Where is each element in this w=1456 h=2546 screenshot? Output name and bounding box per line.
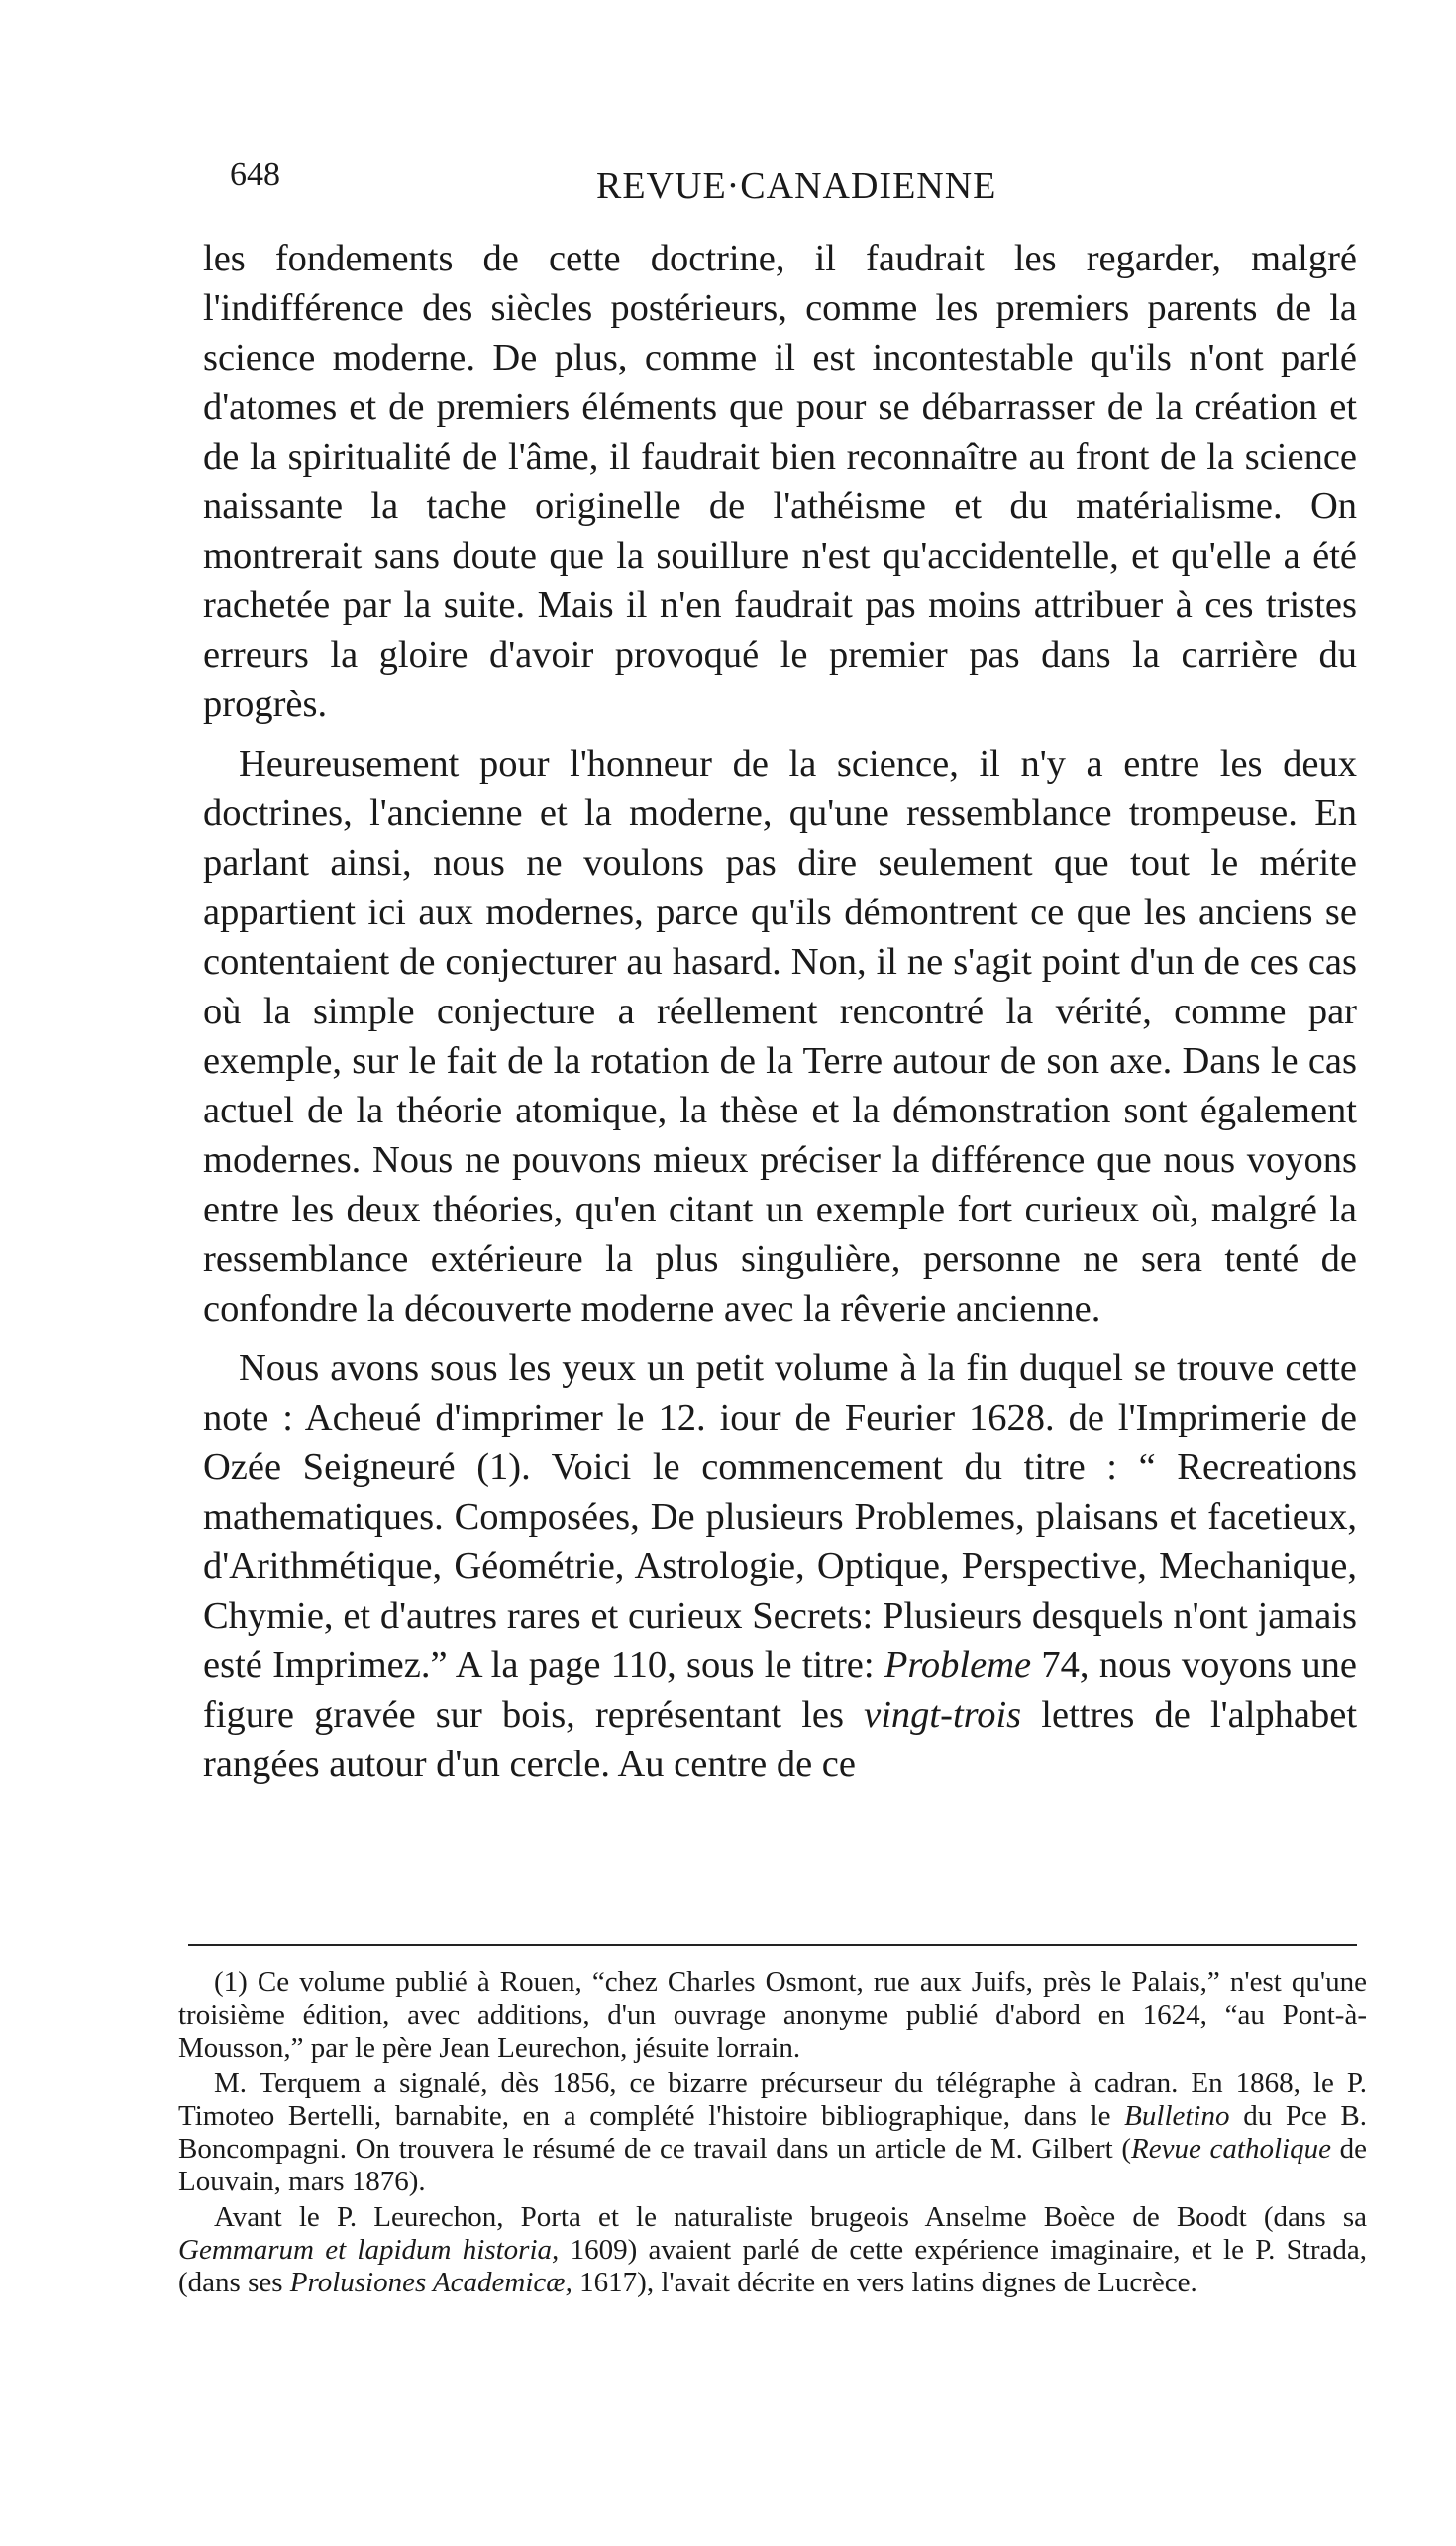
paragraph-3-part-a: Nous avons sous les yeux un petit volume à la fin duquel se trouve cette note : Acheué d'imprimer le 12. iour de Feurier 1628. de l'Imprimerie de Ozée Seigneuré (1). Voici le commencement du titre : “ Recreations mathematiques. Composées, De plusieurs Problemes, plaisans et facetieux, d'Arithmétique, Géométrie, Astrologie, Optique, Perspective, Mechanique, Chymie, et d'autres rares et curieux Secrets: Plusieurs desquels n'ont jamais esté Imprimez.” A la page 110, sous le titre: [203, 1347, 1357, 1686]
paragraph-2: Heureusement pour l'honneur de la science, il n'y a entre les deux doctrines, l'ancienne et la moderne, qu'une ressemblance trompeuse. En parlant ainsi, nous ne voulons pas dire seulement que tout le mérite appartient ici aux modernes, parce qu'ils démontrent ce que les anciens se contentaient de conjecturer au hasard. Non, il ne s'agit point d'un de ces cas où la simple conjecture a réellement rencontré la vérité, comme par exemple, sur le fait de la rotation de la Terre autour de son axe. Dans le cas actuel de la théorie atomique, la thèse et la démonstration sont également modernes. Nous ne pouvons mieux préciser la différence que nous voyons entre les deux théories, qu'en citant un exemple fort curieux où, malgré la ressemblance extérieure la plus singulière, personne ne sera tenté de confondre la découverte moderne avec la rêverie ancienne. [203, 743, 1357, 1329]
paragraph-3-part-c: lettres de l'alphabet rangées autour d'un cercle. Au centre de ce [203, 1694, 1358, 1785]
paragraph-3-part-b: 74, nous voyons une figure gravée sur bois, représentant les [203, 1644, 1358, 1736]
footnote-2-part-a: M. Terquem a signalé, dès 1856, ce bizarre précurseur du télégraphe à cadran. En 1868, le P. Timoteo Bertelli, barnabite, en a complété l'histoire bibliographique, dans le [178, 2068, 1367, 2132]
footnote-2 [178, 2068, 1367, 2198]
paragraph-3 [203, 1343, 1357, 1789]
footnote-2-part-b: du Pce B. Boncompagni. On trouvera le résumé de ce travail dans un article de M. Gilbert ( [178, 2100, 1368, 2165]
italic-bulletino: Bulletino [1124, 2100, 1230, 2132]
paragraph-1: les fondements de cette doctrine, il faudrait les regarder, malgré l'indifférence des siècles postérieurs, comme les premiers parents de la science moderne. De plus, comme il est incontestable qu'ils n'ont parlé d'atomes et de premiers éléments que pour se débarrasser de la création et de la spiritualité de l'âme, il faudrait bien reconnaître au front de la science naissante la tache originelle de l'athéisme et du matérialisme. On montrerait sans doute que la souillure n'est qu'accidentelle, et qu'elle a été rachetée par la suite. Mais il n'en faudrait pas moins attribuer à ces tristes erreurs la gloire d'avoir provoqué le premier pas dans la carrière du progrès. [203, 238, 1357, 725]
running-head: REVUE·CANADIENNE [596, 165, 997, 207]
footnote-3-part-c: 1617), l'avait décrite en vers latins dignes de Lucrèce. [579, 2267, 1197, 2298]
italic-revue-catholique: Revue catholique [1131, 2133, 1331, 2165]
footnote-3 [178, 2201, 1367, 2299]
footnote-1: (1) Ce volume publié à Rouen, “chez Charles Osmont, rue aux Juifs, près le Palais,” n'est qu'une troisième édition, avec additions, d'un ouvrage anonyme publié d'abord en 1624, “au Pont-à-Mousson,” par le père Jean Leurechon, jésuite lorrain. [178, 1966, 1367, 2064]
italic-gemmarum: Gemmarum et lapidum historia, [178, 2234, 560, 2266]
footnote-3-part-a: Avant le P. Leurechon, Porta et le naturaliste brugeois Anselme Boèce de Boodt (dans sa [214, 2201, 1367, 2233]
footnote-rule [188, 1944, 1357, 1946]
footnote-3-part-b: 1609) avaient parlé de cette expérience imaginaire, et le P. Strada, (dans ses [178, 2234, 1368, 2298]
main-text [203, 234, 1357, 1799]
italic-vingt-trois: vingt-trois [864, 1694, 1022, 1736]
page-header [230, 157, 1052, 216]
footnotes [178, 1966, 1367, 2302]
footnote-2-part-c: de Louvain, mars 1876). [178, 2133, 1367, 2197]
italic-probleme: Probleme [884, 1644, 1032, 1686]
page-number: 648 [230, 157, 280, 193]
italic-prolusiones: Prolusiones Academicæ, [289, 2267, 572, 2298]
